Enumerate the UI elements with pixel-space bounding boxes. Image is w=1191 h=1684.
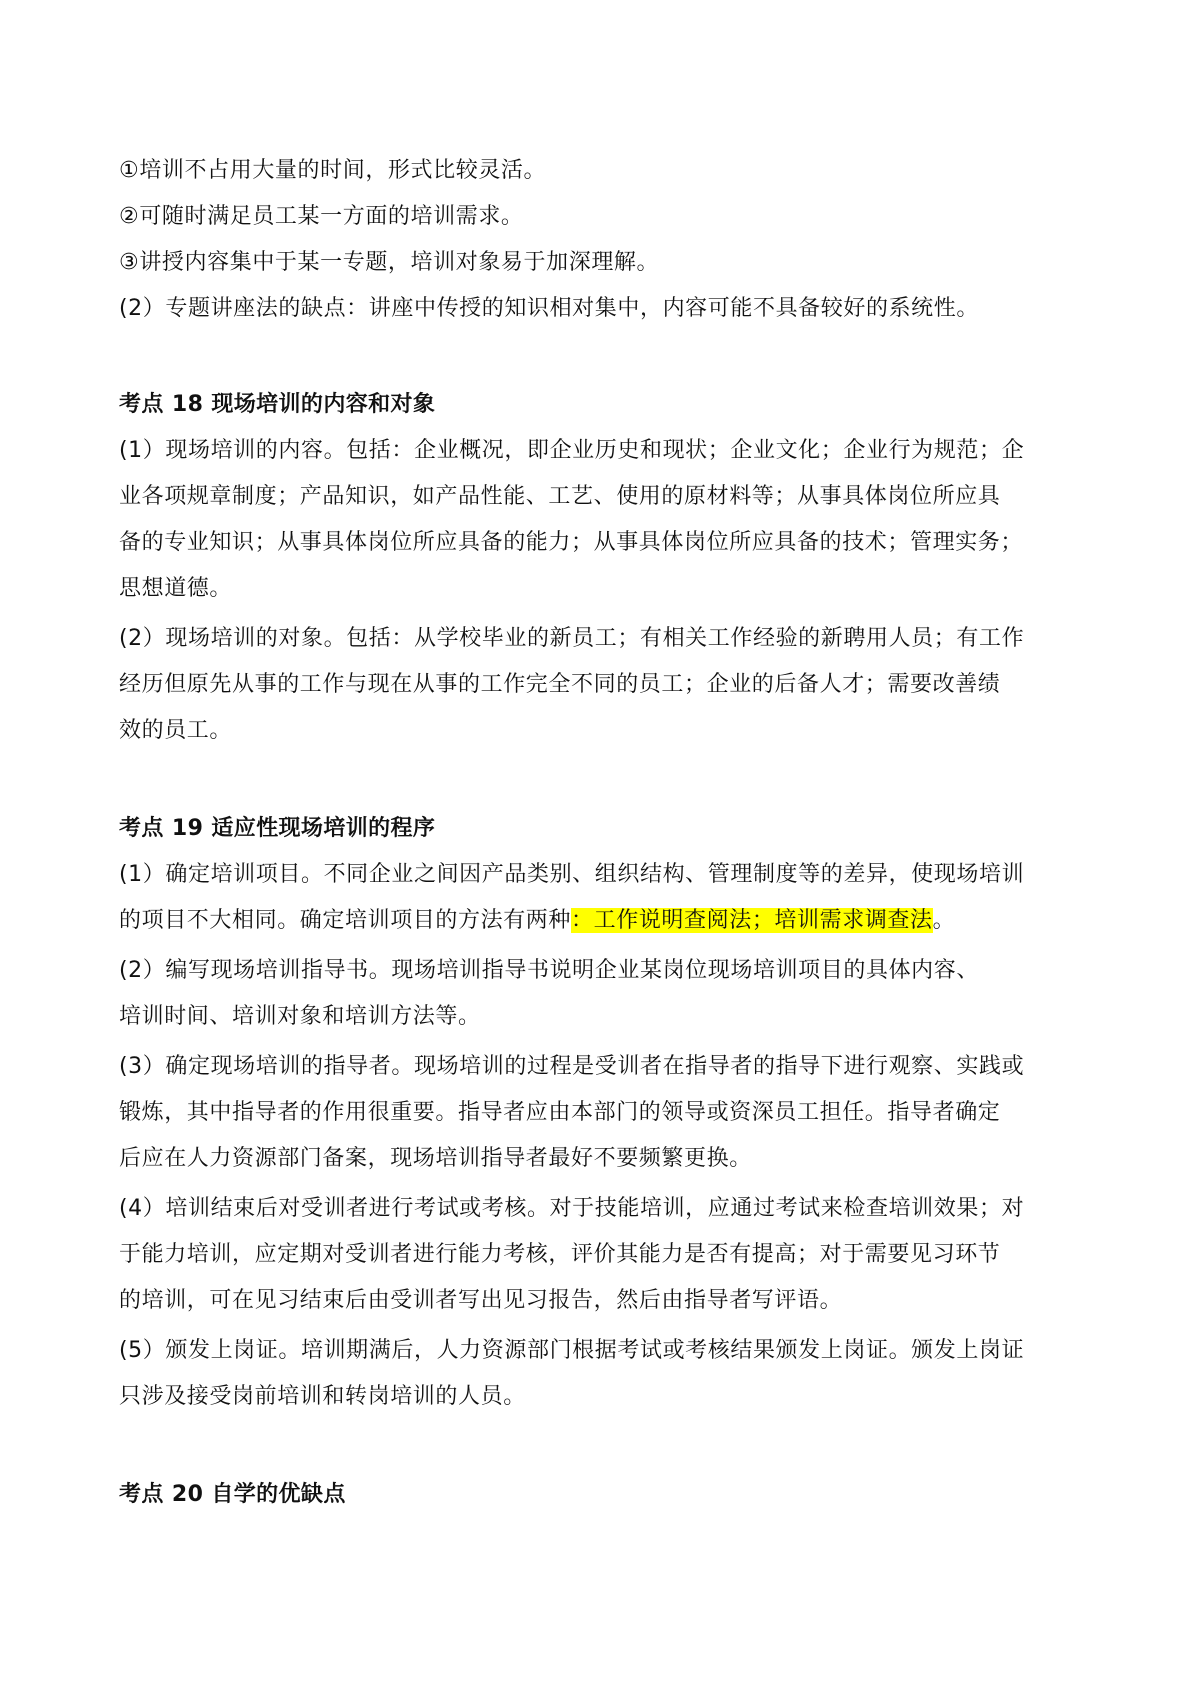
- section-heading: 考点 19 适应性现场培训的程序: [119, 816, 436, 841]
- paragraph-line: [119, 906, 955, 936]
- highlighted-text: ：工作说明查阅法；培训需求调查法: [571, 908, 933, 933]
- paragraph-line: 效的员工。: [119, 718, 233, 743]
- paragraph-line: (2）编写现场培训指导书。现场培训指导书说明企业某岗位现场培训项目的具体内容、: [119, 958, 979, 983]
- list-item: ②可随时满足员工某一方面的培训需求。: [119, 204, 524, 229]
- paragraph-line: 只涉及接受岗前培训和转岗培训的人员。: [119, 1384, 526, 1409]
- paragraph-line: 业各项规章制度；产品知识，如产品性能、工艺、使用的原材料等；从事具体岗位所应具: [119, 484, 1001, 509]
- paragraph-line: 锻炼，其中指导者的作用很重要。指导者应由本部门的领导或资深员工担任。指导者确定: [119, 1100, 1001, 1125]
- text-run: 的项目不大相同。确定培训项目的方法有两种: [119, 908, 572, 933]
- paragraph-line: (4）培训结束后对受训者进行考试或考核。对于技能培训，应通过考试来检查培训效果；对: [119, 1196, 1025, 1221]
- paragraph-line: (5）颁发上岗证。培训期满后，人力资源部门根据考试或考核结果颁发上岗证。颁发上岗证: [119, 1338, 1025, 1363]
- paragraph-line: (2）现场培训的对象。包括：从学校毕业的新员工；有相关工作经验的新聘用人员；有工作: [119, 626, 1025, 651]
- paragraph-line: 后应在人力资源部门备案，现场培训指导者最好不要频繁更换。: [119, 1146, 752, 1171]
- list-item: ③讲授内容集中于某一专题，培训对象易于加深理解。: [119, 250, 660, 275]
- paragraph-line: 思想道德。: [119, 576, 233, 601]
- paragraph-line: 经历但原先从事的工作与现在从事的工作完全不同的员工；企业的后备人才；需要改善绩: [119, 672, 1001, 697]
- paragraph-line: 于能力培训，应定期对受训者进行能力考核，评价其能力是否有提高；对于需要见习环节: [119, 1242, 1001, 1267]
- paragraph-line: (1）确定培训项目。不同企业之间因产品类别、组织结构、管理制度等的差异，使现场培训: [119, 862, 1025, 887]
- paragraph-line: (1）现场培训的内容。包括：企业概况，即企业历史和现状；企业文化；企业行为规范；企: [119, 438, 1025, 463]
- paragraph-line: 培训时间、培训对象和培训方法等。: [119, 1004, 481, 1029]
- list-item: ①培训不占用大量的时间，形式比较灵活。: [119, 158, 547, 183]
- paragraph-line: (2）专题讲座法的缺点：讲座中传授的知识相对集中，内容可能不具备较好的系统性。: [119, 296, 979, 321]
- text-run: 。: [932, 908, 956, 933]
- paragraph-line: 备的专业知识；从事具体岗位所应具备的能力；从事具体岗位所应具备的技术；管理实务；: [119, 530, 1024, 555]
- paragraph-line: (3）确定现场培训的指导者。现场培训的过程是受训者在指导者的指导下进行观察、实践或: [119, 1054, 1025, 1079]
- section-heading: 考点 18 现场培训的内容和对象: [119, 392, 436, 417]
- paragraph-line: 的培训，可在见习结束后由受训者写出见习报告，然后由指导者写评语。: [119, 1288, 843, 1313]
- section-heading: 考点 20 自学的优缺点: [119, 1482, 346, 1507]
